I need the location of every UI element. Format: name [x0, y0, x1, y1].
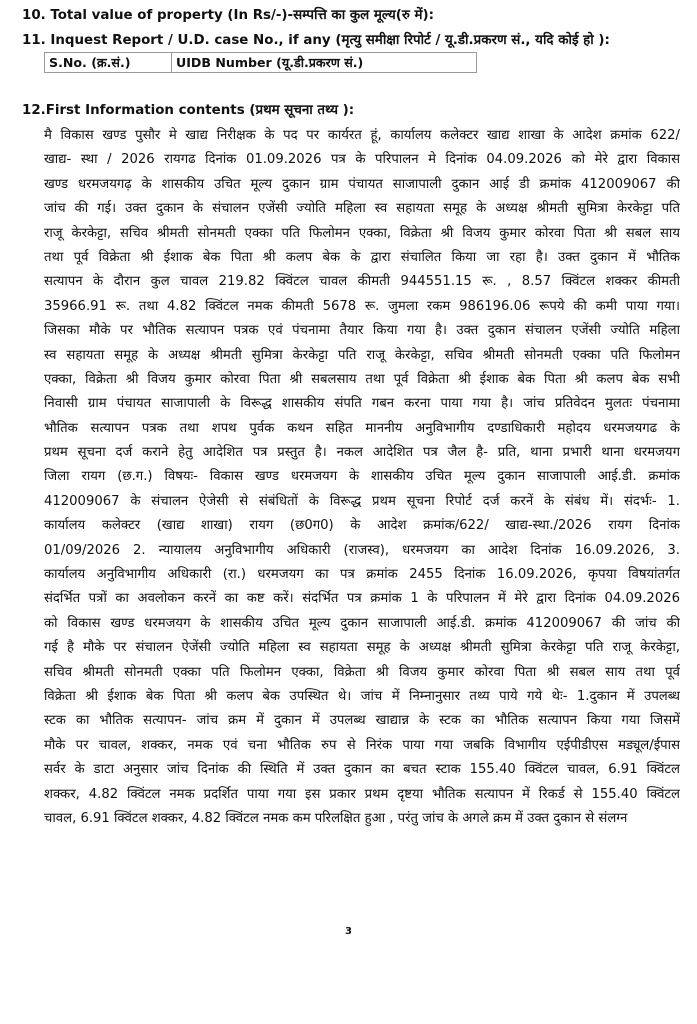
text-line: निवासी ग्राम पंचायत साजापाली के विरूद्ध शासकीय संपति गबन करना पाया गया है। जांच प्रतिवेदन मुलतः पंचनामा — [44, 396, 680, 412]
text-line: तथा पूर्व विक्रेता श्री ईशाक बेक पिता श्री कलप बेक के द्वारा संचालित किया जा रहा है। उक्त दुकान में भौतिक — [44, 249, 680, 265]
text-line: संदर्भित पत्रों का अवलोकन करनें का कष्ट करें। संदर्भित पत्र क्रमांक 1 के परिपालन में मेरे द्वारा दिनांक 04.09.2026 — [44, 591, 680, 607]
text-line: 35966.91 रू. तथा 4.82 क्विंटल नमक कीमती 5678 रू. जुमला रकम 986196.06 रूपये की कमी पाया गया। — [44, 298, 680, 314]
uidb-table — [44, 52, 477, 73]
text-line: राजू केरकेट्टा, सचिव श्रीमती सोनमती एक्का पति फिलोमन एक्का, विक्रेता श्री विजय कुमार कोरवा पिता श्री सबल साय — [44, 225, 680, 241]
text-line: जिसका मौके पर भौतिक सत्यापन पत्रक एवं पंचनामा तैयार किया गया है। उक्त दुकान संचालन एजेंसी ज्योति महिला — [44, 323, 680, 339]
text-line: गई है मौके पर संचालन ऐजेंसी ज्योति महिला स्व सहायता समूह के अध्यक्ष श्रीमती सुमित्रा केरकेट्टा पति राजू केरकेट्टा, — [44, 640, 680, 656]
text-line: स्व सहायता समूह के अध्यक्ष श्रीमती सुमित्रा केरकेट्टा पति राजू केरकेट्टा, सचिव श्रीमती सोनमती एक्का पति फिलोमन — [44, 347, 680, 363]
text-line: कार्यालय अनुविभागीय अधिकारी (रा.) धरमजयग का पत्र क्रमांक 2455 दिनांक 16.09.2026, कृपया विषयांतर्गत — [44, 567, 680, 583]
heading-inquest-report: 11. Inquest Report / U.D. case No., if any (मृत्यु समीक्षा रिपोर्ट / यू.डी.प्रकरण सं., यदि कोई हो ): — [22, 33, 610, 48]
text-line: शक्कर, 4.82 क्विंटल नमक प्रदर्शित पाया गया इस प्रकार प्रथम दृष्टया भौतिक सत्यापन में रिकर्ड से 155.40 क्विंटल — [44, 786, 680, 802]
text-line: मै विकास खण्ड पुसौर मे खाद्य निरीक्षक के पद पर कार्यरत हूं, कार्यालय कलेक्टर खाद्य शाखा के आदेश क्रमांक 622/ — [44, 128, 680, 143]
table-header-sno: S.No. (क्र.सं.) — [45, 53, 172, 73]
text-line: 01/09/2026 2. न्यायालय अनुविभागीय अधिकारी (राजस्व), धरमजयग का आदेश दिनांक 16.09.2026, 3. — [44, 542, 680, 558]
text-line: सर्वर के डाटा अनुसार जांच दिनांक की स्थिति में उक्त दुकान का बचत स्टाक 155.40 क्विंटल चावल, 6.91 क्विंटल — [44, 762, 680, 778]
text-line: खण्ड धरमजयगढ़ के शासकीय उचित मूल्य दुकान ग्राम पंचायत साजापाली दुकान आई डी क्रमांक 412009067 की — [44, 176, 680, 192]
text-line: सचिव श्रीमती सोनमती एक्का पति फिलोमन एक्का, विक्रेता श्री विजय कुमार कोरवा पिता श्री सबल साय तथा पूर्व — [44, 664, 680, 680]
heading-first-information: 12.First Information contents (प्रथम सूचना तथ्य ): — [22, 103, 355, 118]
table-row — [45, 53, 477, 73]
text-line: जांच की गई। उक्त दुकान के संचालन एजेंसी ज्योति महिला स्व सहायता समूह के अध्यक्ष श्रीमती सुमित्रा केरकेट्टा पति — [44, 201, 680, 217]
heading-property-value: 10. Total value of property (In Rs/-)-सम्पत्ति का कुल मूल्य(रु में): — [22, 8, 435, 23]
text-line: विक्रेता श्री ईशाक बेक पिता श्री कलप बेक उपस्थित थे। जांच में निम्नानुसार तथ्य पाये गये थेः- 1.दुकान में उपलब्ध — [44, 688, 680, 704]
text-line: मौके पर चावल, शक्कर, नमक एवं चना भौतिक रुप से निरंक पाया गया जबकि विभागीय एईपीडीएस मड्यूल/ईपास — [44, 737, 680, 753]
text-line: चावल, 6.91 क्विंटल शक्कर, 4.82 क्विंटल नमक कम परिलक्षित हुआ , परंतु जांच के अगले क्रम में उक्त दुकान से संलग्न — [44, 810, 628, 826]
text-line: खाद्य- स्था / 2026 रायगढ दिनांक 01.09.2026 पत्र के परिपालन मे दिनांक 04.09.2026 को मेरे द्वारा विकास — [44, 152, 680, 168]
text-line: 412009067 के संचालन ऐजेसी से संबंधितों के विरूद्ध प्रथम सूचना रिपोर्ट दर्ज करनें के संबंध में। संदर्भः- 1. — [44, 493, 680, 509]
text-line: कार्यालय कलेक्टर (खाद्य शाखा) रायग (छ0ग0) के आदेश क्रमांक/622/ खाद्य-स्था./2026 रायग दिनांक — [44, 518, 680, 534]
text-line: सत्यापन के दौरान कुल चावल 219.82 क्विंटल चावल कीमती 944551.15 रू. , 8.57 क्विंटल शक्कर कीमती — [44, 274, 680, 290]
text-line: स्टक का भौतिक सत्यापन- जांच क्रम में दुकान में उपलब्ध खाद्यान्न के स्टक का भौतिक सत्यापन किया गया जिसमें — [44, 713, 680, 729]
first-information-body — [44, 124, 680, 831]
text-line: को विकास खण्ड धरमजयग के शासकीय उचित मूल्य दुकान साजापाली आई.डी. क्रमांक 412009067 की जांच की — [44, 615, 680, 631]
table-header-uidb-number: UIDB Number (यू.डी.प्रकरण सं.) — [172, 53, 477, 73]
text-line: भौतिक सत्यापन पत्रक तथा शपथ पुर्वक कथन सहित माननीय अनुविभागीय दण्डाधिकारी महोदय धरमजयगढ के — [44, 420, 680, 436]
page-number: 3 — [345, 926, 352, 937]
text-line: जिला रायग (छ.ग.) विषयः- विकास खण्ड धरमजयग के शासकीय उचित मूल्य दुकान साजापाली आई.डी. क्रमांक — [44, 469, 680, 485]
text-line: प्रथम सूचना दर्ज कराने हेतु आदेशित पत्र प्रस्तुत है। नकल आदेशित पत्र जैल है- प्रति, थाना प्रभारी थाना धरमजयग — [44, 445, 680, 461]
text-line: एक्का, विक्रेता श्री विजय कुमार कोरवा पिता श्री सबलसाय तथा पूर्व विक्रेता श्री ईशाक बेक पिता श्री कलप बेक सभी — [44, 371, 680, 387]
